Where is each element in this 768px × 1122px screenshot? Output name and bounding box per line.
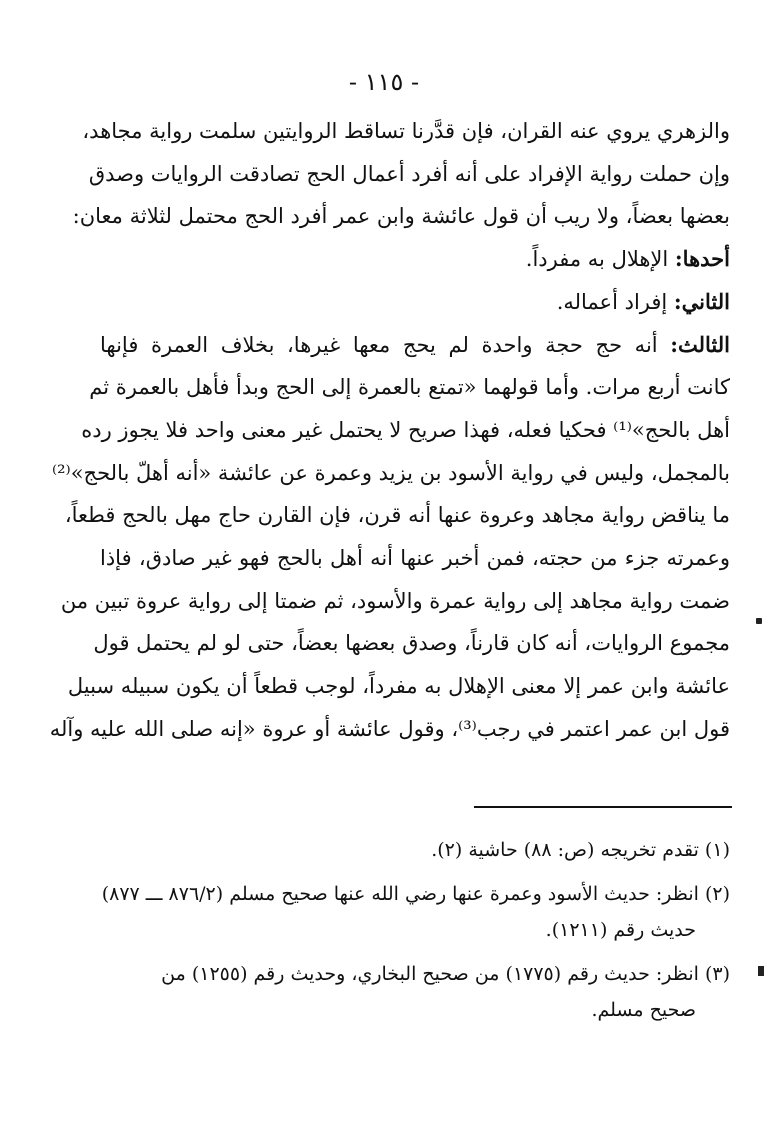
margin-tick <box>758 966 764 976</box>
footnotes <box>92 832 730 1036</box>
body-line-10: ما يناقض رواية مجاهد وعروة عنها أنه قرن، فإن القارن حاج مهل بالحج قطعاً، <box>64 503 730 528</box>
body-line-5 <box>100 281 730 324</box>
body-line-6 <box>100 324 730 367</box>
margin-speck <box>756 618 762 624</box>
third-meaning-term: الثالث: <box>670 331 730 357</box>
footnote-separator <box>474 806 732 808</box>
body-line-7: كانت أربع مرات. وأما قولهما «تمتع بالعمرة إلى الحج وبدأ فأهل بالعمرة ثم <box>89 375 730 400</box>
first-meaning-term: أحدها: <box>674 246 730 272</box>
footnote-1 <box>92 832 730 868</box>
body-line-4 <box>100 238 730 281</box>
body-line-14: عائشة وابن عمر إلا معنى الإهلال به مفرداً، لوجب قطعاً أن يكون سبيله سبيل <box>67 674 730 699</box>
body-line-9: بالمجمل، وليس في رواية الأسود بن يزيد وعمرة عن عائشة «أنه أهلّ بالحج»⁽²⁾ <box>51 460 730 485</box>
body-line-13: مجموع الروايات، أنه كان قارناً، وصدق بعضها بعضاً، حتى لو لم يحتمل قول <box>93 631 730 656</box>
footnote-2 <box>92 876 730 948</box>
page-number: - ١١٥ - <box>348 68 420 96</box>
body-text <box>49 110 730 751</box>
footnote-3-line-2: صحيح مسلم. <box>591 999 696 1021</box>
second-meaning-term: الثاني: <box>673 288 730 314</box>
body-line-12: ضمت رواية مجاهد إلى رواية عمرة والأسود، ثم ضمتا إلى رواية عروة تبين من <box>60 588 730 613</box>
body-line-8: أهل بالحج»⁽¹⁾ فحكيا فعله، فهذا صريح لا يحتمل غير معنى واحد فلا يجوز رده <box>81 417 730 442</box>
footnote-3-line-1: (٣) انظر: حديث رقم (١٧٧٥) من صحيح البخاري، وحديث رقم (١٢٥٥) من <box>161 963 730 985</box>
footnote-1-text: (١) تقدم تخريجه (ص: ٨٨) حاشية (٢). <box>431 839 730 861</box>
body-line-15: قول ابن عمر اعتمر في رجب⁽³⁾، وقول عائشة أو عروة «إنه صلى الله عليه وآله <box>49 716 730 741</box>
footnote-2-line-1: (٢) انظر: حديث الأسود وعمرة عنها رضي الله عنها صحيح مسلم (٨٧٦/٢ ـــ ٨٧٧) <box>101 883 730 905</box>
footnote-3 <box>92 956 730 1028</box>
body-line-2: وإن حملت رواية الإفراد على أنه أفرد أعمال الحج تصادقت الروايات وصدق <box>88 161 730 186</box>
footnote-2-line-2: حديث رقم (١٢١١). <box>545 919 696 941</box>
second-meaning-text: إفراد أعماله. <box>556 289 674 314</box>
first-meaning-text: الإهلال به مفرداً. <box>525 247 675 272</box>
body-line-11: وعمرته جزء من حجته، فمن أخبر عنها أنه أهل بالحج فهو غير صادق، فإذا <box>100 546 730 571</box>
body-line-3: بعضها بعضاً، ولا ريب أن قول عائشة وابن عمر أفرد الحج محتمل لثلاثة معان: <box>72 204 730 229</box>
third-meaning-text: أنه حج حجة واحدة لم يحج معها غيرها، بخلاف العمرة فإنها <box>100 332 671 357</box>
body-line-1: والزهري يروي عنه القران، فإن قدَّرنا تساقط الروايتين سلمت رواية مجاهد، <box>82 119 730 143</box>
